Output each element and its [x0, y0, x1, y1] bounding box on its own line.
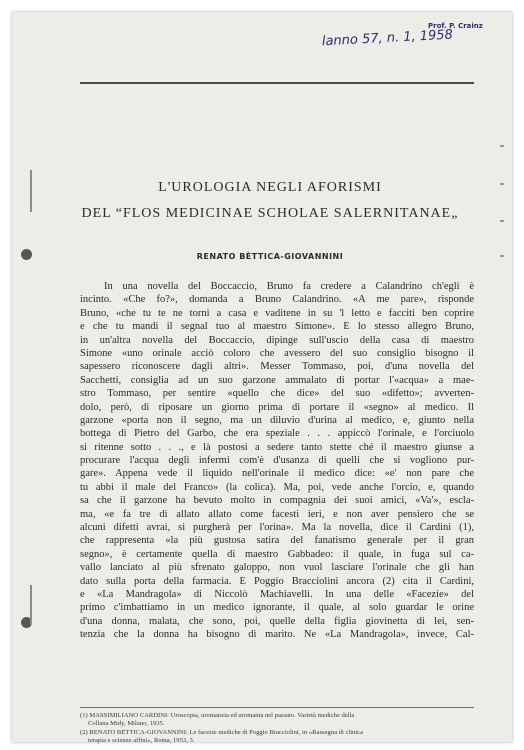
body-line: incinto. «Che fo?», domanda a Bruno Calandrino. «A me pare», risponde	[80, 294, 474, 306]
body-line: che rappresenta «la più gustosa satira del fanatismo generale per il gran	[80, 535, 474, 547]
footnote-rule	[80, 707, 474, 708]
body-line: e «La Mandragola» di Niccolò Machiavelli. In una delle «Facezie» del	[80, 588, 474, 600]
body-line: alcuni difetti avrai, si purgherà per l'orina». Ma la novella, dice il Cardini (1),	[80, 522, 474, 534]
body-line: garzone «porta non il segno, ma un diluvio d'urina al medico, e, giunto nella	[80, 414, 474, 426]
body-line: sa che il garzone ha bevuto molto in compagnia dei suoi amici, «Va'», escla-	[80, 495, 474, 507]
body-line: Simone «uno orinale acciò coloro che avessero del suo consiglio bisogno il	[80, 347, 474, 359]
edge-mark	[500, 220, 504, 222]
body-line: ma, «e fa tre di allato allato come facesti ieri, e non aver pensiero che se	[80, 508, 474, 520]
binder-hole-top	[21, 249, 32, 260]
body-line: e che tu mandi il segnal tuo al maestro Simone». E lo stesso allegro Bruno,	[80, 321, 474, 333]
binder-slit-bottom	[30, 585, 32, 625]
owner-stamp: Prof. P. Crainz	[428, 22, 483, 30]
footnote-line: (1) MASSIMILIANO CARDINI: Uroscopia, uromanzia ed uromania nel passato. Varietà mediche della	[80, 712, 355, 719]
footnote-line: terapia e scienze affini», Roma, 1953, 3.	[88, 737, 195, 745]
binder-slit-top	[30, 170, 32, 212]
body-line: In una novella del Boccaccio, Bruno fa credere a Calandrino ch'egli è	[104, 281, 474, 292]
article-title-line1: L'UROLOGIA NEGLI AFORISMI	[158, 180, 382, 195]
body-line: Bruno, «che tu te ne torni a casa e vaditene in su 'l letto e facciti ben coprire	[80, 307, 474, 319]
body-line: gare». Appena vede il liquido nell'orinale il medico dice: «e' non pare che	[80, 468, 474, 480]
body-line: tenzia che la donna ha bisogno di marito. Ne «La Mandragola», invece, Cal-	[80, 629, 474, 641]
body-line: dato sulla porta della farmacia. E Poggio Bracciolini ancora (2) cita il Cardini,	[80, 575, 474, 587]
body-line: d'una donna, malata, che sono, poi, quelle della figlia giovinetta di lei, sen-	[80, 615, 474, 627]
body-line: tu abbi il male del Franco» (la colica). Ma, poi, vede anche l'orcio, e, quando	[80, 481, 474, 493]
edge-mark	[500, 183, 504, 185]
footnote-line: Collana Midy, Milano, 1935.	[88, 720, 165, 728]
body-line: sapessero riconoscere dagli altri». Messer Tommaso, poi, d'una novella del	[80, 361, 474, 373]
body-line: si ritenne sotto . . ., e là postosi a sedere tanto stette ché il maestro giunse a	[80, 441, 474, 453]
author-name: RENATO BÈTTICA-GIOVANNINI	[196, 252, 344, 261]
body-line: stro Tommaso, per sentire «quello che dice» del suo «difetto»; avverten-	[80, 388, 474, 400]
edge-mark	[500, 145, 504, 147]
article-title-line2: DEL “FLOS MEDICINAE SCHOLAE SALERNITANAE„	[81, 206, 459, 221]
body-line: segno», è certamente quella di maestro Gabbadeo: il quale, in fuga sul ca-	[80, 548, 474, 560]
footnotes	[80, 712, 474, 746]
body-line: dolo, però, di riposare un giorno prima di portare il «segno» al medico. Il	[80, 401, 474, 413]
body-line: in un'altra novella del Boccaccio, dipinge sull'uscio della casa di maestro	[80, 334, 474, 346]
edge-mark	[500, 255, 504, 257]
body-line: primo c'imbattiamo in un medico ignorante, il quale, al solo guardar le orine	[80, 602, 474, 614]
article-body	[80, 280, 474, 642]
handwritten-note: lanno 57, n. 1, 1958	[321, 27, 454, 50]
body-line: vallo lanciato al più sfrenato galoppo, non vuol lasciare l'orinale che gli han	[80, 562, 474, 574]
body-line: bottega di Pietro del Garbo, che era speziale . . . appiccò l'orinale, e l'orciuolo	[80, 428, 474, 440]
body-line: Sacchetti, consiglia ad un suo garzone ammalato di portar l'«acqua» a mae-	[80, 374, 474, 386]
body-line: procurare l'acqua degli infermi com'è d'usanza di quelli che si vogliono pur-	[80, 455, 474, 467]
header-rule	[80, 82, 474, 84]
footnote-line: (2) RENATO BÈTTICA-GIOVANNINI: Le facezie mediche di Poggio Bracciolini, in «Rassegna di clinica	[80, 728, 364, 736]
